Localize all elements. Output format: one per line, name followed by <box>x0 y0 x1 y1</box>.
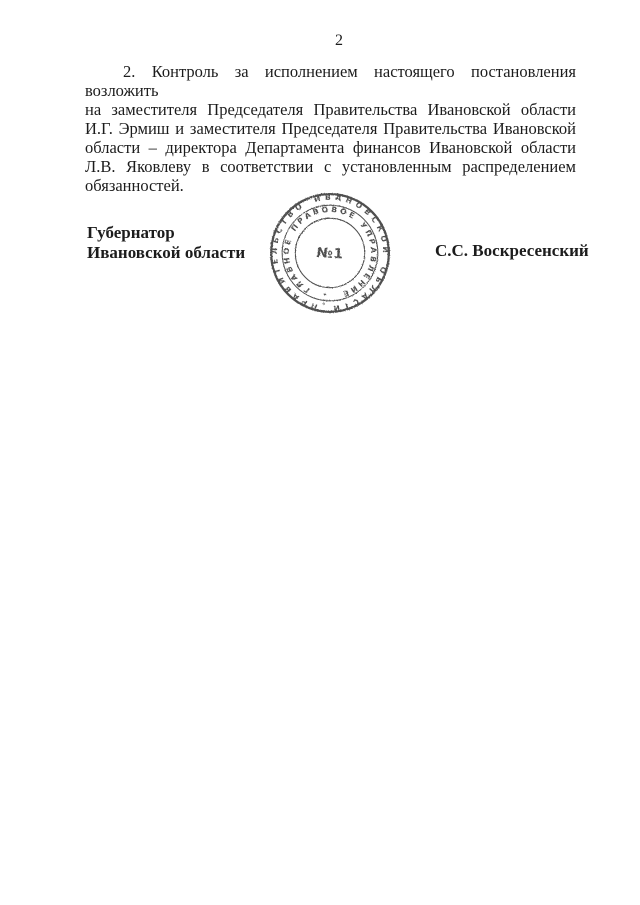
paragraph-line: на заместителя Председателя Правительства Ивановской области <box>85 100 576 119</box>
stamp-star-separator-icon: ✦ <box>322 292 328 299</box>
body-paragraph <box>85 62 576 195</box>
official-seal-stamp <box>268 191 392 315</box>
signature-name: С.С. Воскресенский <box>435 241 589 260</box>
paragraph-line: И.Г. Эрмиш и заместителя Председателя Правительства Ивановской <box>85 119 576 138</box>
paragraph-line: области – директора Департамента финансов Ивановской области <box>85 138 576 157</box>
stamp-outer-ring-text: ПРАВИТЕЛЬСТВО ИВАНОВСКОЙ ОБЛАСТИ <box>269 192 391 314</box>
page-number: 2 <box>335 32 343 49</box>
stamp-center-number: №1 <box>316 245 344 263</box>
signature-title-line1: Губернатор <box>87 223 175 242</box>
paragraph-line: 2. Контроль за исполнением настоящего постановления возложить <box>85 62 576 100</box>
stamp-inner-ring-text: ГЛАВНОЕ ПРАВОВОЕ УПРАВЛЕНИЕ <box>281 204 379 300</box>
signature-title-line2: Ивановской области <box>87 243 246 262</box>
signature-title <box>87 223 245 263</box>
paragraph-line: обязанностей. <box>85 176 184 195</box>
paragraph-line: Л.В. Яковлеву в соответствии с установленным распределением <box>85 157 576 176</box>
stamp-cross-separator-icon: + <box>321 300 327 308</box>
